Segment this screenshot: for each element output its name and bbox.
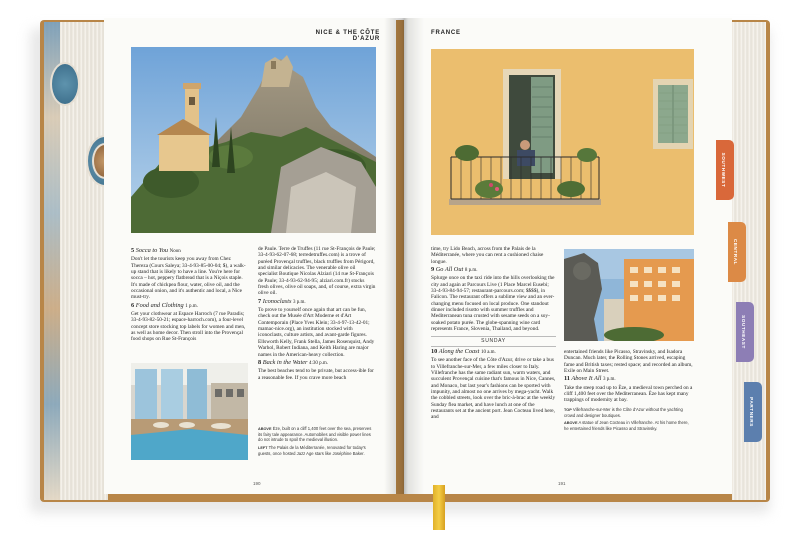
tab-southeast[interactable] (736, 302, 754, 362)
caption-label: LEFT (258, 445, 268, 450)
paragraph: Take the steep road up to Èze, a medieval town perched on a cliff 1,400 feet over the Mediterranean. Èze has kept many trappings of modernity at bay. (564, 384, 693, 404)
paragraph: de Paule. Terre de Truffes (11 rue St-François de Paule; 33-4-93-62-07-68; terredetruffes.com) is a trove of puréed Provençal truffles, black truffles from Périgord, and similar delicacies. The venerable olive oil specialist Boutique Nicolas Alziari (14 rue St-François de Paule; 33-4-93-62-94-95; alziari.com.fr) stocks fresh olives, olive oil soaps, and, of course, extra virgin olive oil. (258, 246, 376, 297)
entry-title: Socca to You (135, 247, 169, 254)
edge-thumb-disc (50, 62, 80, 106)
left-page-column-1 (131, 246, 248, 344)
caption-label: ABOVE (564, 421, 578, 426)
tab-partners[interactable] (744, 382, 762, 442)
entry-time: 3 p.m. (602, 377, 616, 383)
running-head-right: FRANCE (431, 30, 461, 36)
left-page-captions (258, 426, 376, 456)
tab-southwest[interactable] (716, 140, 734, 200)
tab-partners-label: PARTNERS (749, 397, 754, 427)
entry-time: 3 p.m. (293, 299, 306, 305)
paragraph: Splurge once on the taxi ride into the hills overlooking the city and again at Parcours Live (1 Place Marcel Eusebi; 33-4-93-84-94-57; restaurant-parcours.com; $$$$), in Falicon. The restaurant offers a sublime view and an ever-changing menu focused on local produce. One standout dinner included risotto with summer truffles and Mediterranean tuna crusted with sesame seeds on a soy-soaked potato purée. The globe-spanning wine card represents France, Slovenia, Thailand, and beyond. (431, 275, 555, 333)
caption-text: A statue of Jean Cocteau in Villefranche. At his home there, he entertained friends like Picasso and Stravinsky. (564, 420, 689, 432)
right-page-column-1 (431, 246, 556, 422)
book-gutter (384, 18, 424, 494)
tab-central[interactable] (728, 222, 746, 282)
page-number-right: 191 (558, 481, 566, 486)
entry-time: 1 p.m. (185, 303, 198, 309)
page-number-left: 190 (253, 481, 261, 486)
cocteau-statue-photo (564, 249, 694, 341)
entry-number: 9 (431, 266, 435, 274)
entry-number: 11 (564, 375, 570, 383)
paragraph: Get your clothwear at Espace Harroch (7 rue Paradis; 33-4-93-82-50-21; espace-harroch.com), a four-level concept store stocking top labels for women and men, as well as home decor. Then stroll into the Provençal food shops on Rue St-François (131, 311, 246, 343)
caption-label: ABOVE (258, 427, 272, 431)
paragraph: entertained friends like Picasso, Stravinsky, and Isadora Duncan. Much later, the Rolling Stones arrived, escaping fame and British taxes; rested space; and recorded an album, Exile on Main Street. (564, 349, 693, 375)
entry-number: 5 (131, 247, 135, 254)
entry-time: 10 a.m. (480, 349, 496, 355)
paragraph: The best beaches tend to be private, but access-ible for a reasonable fee. If you crave more beach (258, 368, 374, 381)
entry-title: Above It All (571, 375, 602, 383)
entry-number: 7 (258, 297, 262, 305)
right-page-column-2 (564, 349, 694, 432)
entry-time: Noon (169, 249, 181, 254)
caption-text: The Palais de la Méditerranée, renovated for today's guests, once hosted Jazz Age stars like Joséphine Baker. (258, 444, 366, 456)
entry-time: 4:30 p.m. (309, 360, 329, 366)
palais-pool-photo (131, 363, 248, 460)
paragraph: To see another face of the Côte d'Azur, drive or take a bus to Villefranche-sur-Mer, a few miles closer to Italy. Villefranche has the same radiant sun, warm waters, and succulent Provençal cuisine that's famous in Nice, Cannes, and Monaco, but last year's fashions can be sported with impunity, and almost no one arrives by mega-yacht. Walk the cobbled streets, look over the bric-à-brac at the weekly Sunday flea market, and have lunch at one of the restaurants set at the ancient port. Jean Cocteau lived here, and (431, 357, 556, 421)
entry-title: Iconoclasts (262, 297, 292, 305)
paragraph: To prove to yourself once again that art can be fun, check out the Musée d'Art Moderne et d'Art Contemporain (Place Yves Klein; 33-4-97-13-42-01; mamac-nice.org), an institution stocked with iconoclasts, culture artists, and avant-garde figures. Ellsworth Kelly, Frank Stella, James Rosenquist, Andy Warhol, Robert Indiana, and Keith Haring are major names in the American-heavy collection. (258, 307, 375, 358)
entry-number: 6 (131, 301, 135, 309)
day-divider-sunday: SUNDAY (431, 336, 556, 346)
entry-time: 8 p.m. (464, 268, 478, 274)
bookmark-ribbon[interactable] (433, 485, 445, 530)
entry-number: 10 (431, 347, 438, 355)
entry-title: Back in the Water (262, 358, 308, 366)
entry-number: 8 (258, 358, 262, 366)
left-page-column-2 (258, 246, 376, 382)
tab-southeast-label: SOUTHEAST (741, 315, 746, 349)
eze-village-photo (131, 47, 376, 233)
running-head-left: NICE & THE CÔTE D'AZUR (315, 30, 380, 42)
tab-southwest-label: SOUTHWEST (721, 152, 726, 188)
entry-title: Along the Coast (438, 347, 480, 355)
caption-label: TOP (564, 407, 572, 412)
paragraph: Don't let the tourists keep you away from Chez Thereza (Cours Saleya; 33-4-93-85-00-04; $), a walk-up stand that is likely to have a line. You're here for socca – hot, peppery flatbread that is a Niçois staple. It's made of chickpea flour, water, olive oil, and the occasional onion, and it's authentic and local, a Nice must-try. (131, 256, 246, 301)
tab-central-label: CENTRAL (733, 238, 738, 266)
entry-title: Food and Clothing (135, 301, 184, 309)
caption-text: Èze, built on a cliff 1,400 feet over the sea, preserves its fairy tale appearance. Automobiles and visible power lines do not intrude to spoil the medieval illusion. (258, 426, 372, 443)
villefranche-balcony-photo (431, 49, 694, 235)
entry-title: Go All Out (435, 266, 464, 274)
paragraph: time, try Lido Beach, across from the Palais de la Méditerranée, where you can rent a cushioned chaise longue. (431, 246, 544, 265)
caption-text: Villefranche-sur-Mer is the Côte d'Azur without the yachting crowd and designer boutiques. (564, 406, 683, 418)
